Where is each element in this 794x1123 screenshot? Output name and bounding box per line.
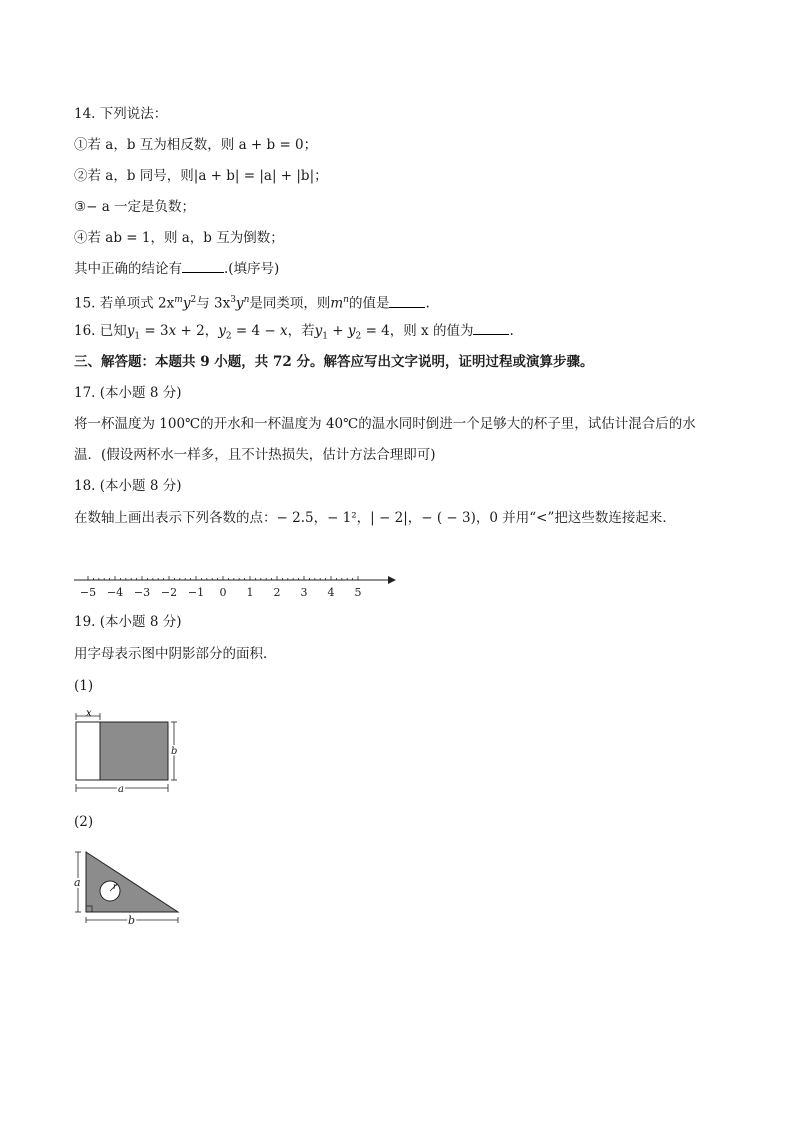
q14-item-4 [74, 228, 284, 248]
q17-text-2: 温．(假设两杯水一样多，且不计热损失，估计方法合理即可) [74, 447, 436, 463]
q14-stem: 14. 下列说法： [74, 106, 168, 122]
q16-mid2: ，若 [287, 323, 315, 339]
tick-label: 4 [327, 586, 335, 599]
q14-ask-post: .(填序号) [224, 261, 280, 277]
tick-label: 2 [273, 586, 281, 599]
tick-label: 0 [219, 586, 227, 599]
label-b: b [128, 914, 136, 927]
circled-number-1: ① [74, 137, 88, 153]
q17-title: 17. (本小题 8 分) [74, 385, 182, 401]
tick-label: 3 [300, 586, 308, 599]
tick-label: 1 [246, 586, 254, 599]
q18-text: 在数轴上画出表示下列各数的点：− 2.5，− 1²，| − 2|，− ( − 3)，0 并用“<”把这些数连接起来． [74, 510, 676, 526]
label-b: b [171, 746, 178, 757]
q15-line: 15. 若单项式 $2x^my^2$与 $3x^3y^n$是同类项，则$m^n$的值是 . [74, 295, 430, 312]
q15-post: . [425, 295, 430, 312]
circled-number-2: ② [74, 168, 88, 184]
shaded-region [86, 852, 178, 912]
tick-label: −4 [106, 586, 124, 599]
q14-ask-pre: 其中正确的结论有 [74, 261, 182, 277]
tick-label: −5 [79, 586, 97, 599]
label-r: r [113, 882, 117, 891]
figure-1-rectangle [70, 708, 182, 800]
q14-item-2 [74, 166, 328, 186]
answer-blank[interactable] [182, 260, 224, 273]
q19-part-1: (1) [74, 678, 94, 694]
q15-mid2: 是同类项，则 [249, 295, 331, 312]
q15-mid3: 的值是 [348, 295, 390, 312]
answer-blank[interactable] [389, 295, 425, 308]
q15-pre: 15. 若单项式 2x [74, 295, 175, 312]
tick-label: −1 [187, 586, 205, 599]
q14-item-2-text: 若 a，b 同号，则|a + b| = |a| + |b|； [87, 168, 328, 184]
q16-line: 16. 已知$y_1 = 3x + 2$，$y_2 = 4 - x$，若$y_1 + y_2 = 4$，则 x 的值为 . [74, 323, 514, 342]
circled-number-4: ④ [74, 230, 88, 246]
q14-item-1 [74, 135, 317, 155]
answer-blank[interactable] [473, 322, 509, 335]
section-3-heading: 三、解答题：本题共 9 小题，共 72 分。解答应写出文字说明，证明过程或演算步骤。 [74, 354, 594, 370]
q16-pre: 16. 已知 [74, 323, 127, 339]
q16-post: . [509, 323, 514, 339]
q14-item-1-text: 若 a，b 互为相反数，则 a + b = 0； [87, 137, 318, 153]
q15-mid1: 与 3x [196, 295, 231, 312]
label-x: x [86, 708, 92, 719]
q19-title: 19. (本小题 8 分) [74, 614, 182, 630]
q14-ask [74, 259, 279, 279]
tick-label: −3 [133, 586, 151, 599]
q14-item-4-text: 若 ab = 1，则 a，b 互为倒数； [87, 230, 284, 246]
q14-item-3-text: − a 一定是负数； [86, 199, 196, 215]
number-line [70, 572, 400, 606]
q16-mid3: ，则 x 的值为 [389, 323, 474, 339]
q14-item-3 [74, 197, 195, 217]
label-a: a [74, 876, 81, 889]
arrow-icon [388, 576, 396, 584]
q16-mid1: ， [204, 323, 219, 339]
shaded-region [100, 722, 168, 780]
q19-text: 用字母表示图中阴影部分的面积． [74, 646, 277, 662]
circled-number-3: ③ [74, 199, 87, 215]
tick-label: 5 [354, 586, 362, 599]
q17-text-1: 将一杯温度为 100℃的开水和一杯温度为 40℃的温水同时倒进一个足够大的杯子里，试估计混合后的水 [74, 416, 696, 432]
q19-part-2: (2) [74, 814, 94, 830]
label-a: a [118, 784, 124, 795]
figure-2-triangle [70, 846, 184, 928]
tick-label: −2 [160, 586, 178, 599]
q18-title: 18. (本小题 8 分) [74, 478, 182, 494]
